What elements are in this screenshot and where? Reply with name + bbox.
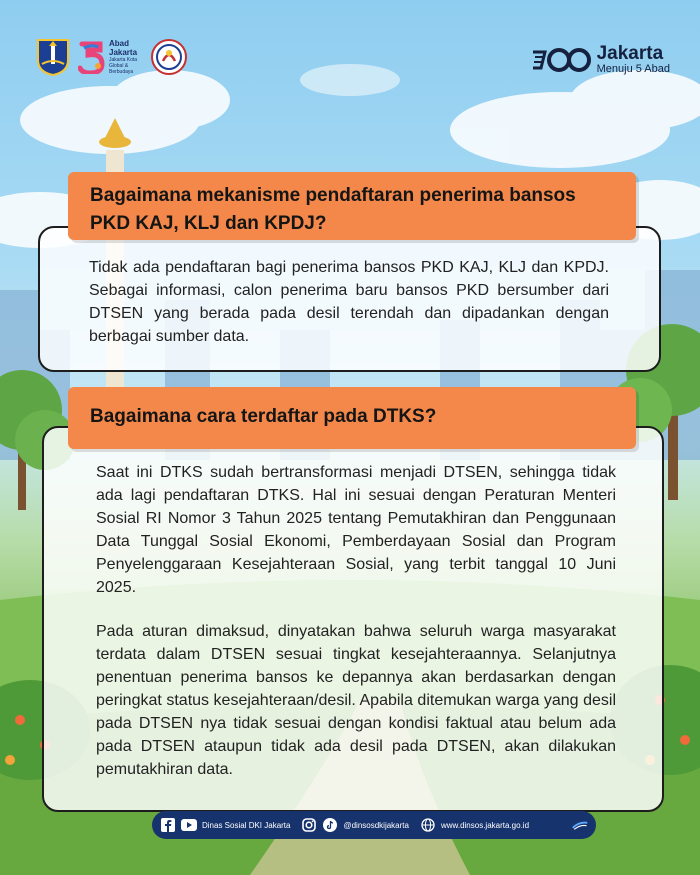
footer-instagram-tiktok-label[interactable]: @dinsosdkijakarta xyxy=(343,820,409,830)
jakarta-500-wordmark-icon xyxy=(531,46,591,74)
jakarta-5-abad-brand xyxy=(531,44,670,76)
header-logos xyxy=(36,38,187,76)
dinsos-swoosh-logo-icon xyxy=(572,817,588,833)
faq-question-1: Bagaimana mekanisme pendaftaran penerima bansos PKD KAJ, KLJ dan KPDJ? xyxy=(68,172,636,240)
youtube-icon[interactable] xyxy=(181,817,197,833)
globe-icon[interactable] xyxy=(420,817,436,833)
abad-logo-text: Abad Jakarta xyxy=(109,39,138,57)
faq-answer-2-paragraph-1: Saat ini DTKS sudah bertransformasi menjadi DTSEN, sehingga tidak ada lagi pendaftaran DTKS. Hal ini sesuai dengan Peraturan Menteri Sosial RI Nomor 3 Tahun 2025 tentang Pemutakhiran dan Penggunaan Data Tunggal Sosial Ekonomi, Pemberdayaan Sosial dan Program Penyelenggaraan Kesejahteraan Sosial, yang terbit tanggal 10 Juni 2025. xyxy=(96,464,616,596)
abad-logo-subtext: Jakarta Kota Global & Berbudaya xyxy=(109,57,138,75)
faq-answer-2 xyxy=(96,461,616,781)
dki-jakarta-emblem-icon xyxy=(36,38,70,76)
social-footer-bar xyxy=(152,811,596,839)
instagram-icon[interactable] xyxy=(301,817,317,833)
abad-jakarta-logo xyxy=(78,39,143,75)
brand-title: Jakarta xyxy=(596,43,664,64)
brand-subtitle: Menuju 5 Abad xyxy=(596,63,670,75)
faq-answer-1-paragraph: Tidak ada pendaftaran bagi penerima bansos PKD KAJ, KLJ dan KPDJ. Sebagai informasi, calon penerima baru bansos PKD bersumber dari DTSEN yang berada pada desil terendah dan dipadankan dengan berbagai sumber data. xyxy=(89,259,609,345)
tiktok-icon[interactable] xyxy=(322,817,338,833)
faq-answer-2-paragraph-2: Pada aturan dimaksud, dinyatakan bahwa seluruh warga masyarakat terdata dalam DTSEN sesuai tingkat kesejahteraannya. Selanjutnya penentuan penerima bansos ke depannya akan berdasarkan dengan peringkat status kesejahteraan/desil. Apabila ditemukan warga yang desil pada DTSEN nya tidak sesuai dengan kondisi faktual atau belum ada pada DTSEN ataupun tidak ada desil pada DTSEN, akan dilakukan pemutakhiran data. xyxy=(96,623,616,778)
facebook-icon[interactable] xyxy=(160,817,176,833)
faq-question-2: Bagaimana cara terdaftar pada DTKS? xyxy=(68,387,636,449)
dinas-sosial-emblem-icon xyxy=(151,39,187,75)
footer-website-link[interactable]: www.dinsos.jakarta.go.id xyxy=(440,820,530,830)
footer-facebook-youtube-label[interactable]: Dinas Sosial DKI Jakarta xyxy=(202,820,291,830)
abad-jakarta-5-icon xyxy=(78,40,106,74)
faq-answer-1 xyxy=(89,256,609,348)
